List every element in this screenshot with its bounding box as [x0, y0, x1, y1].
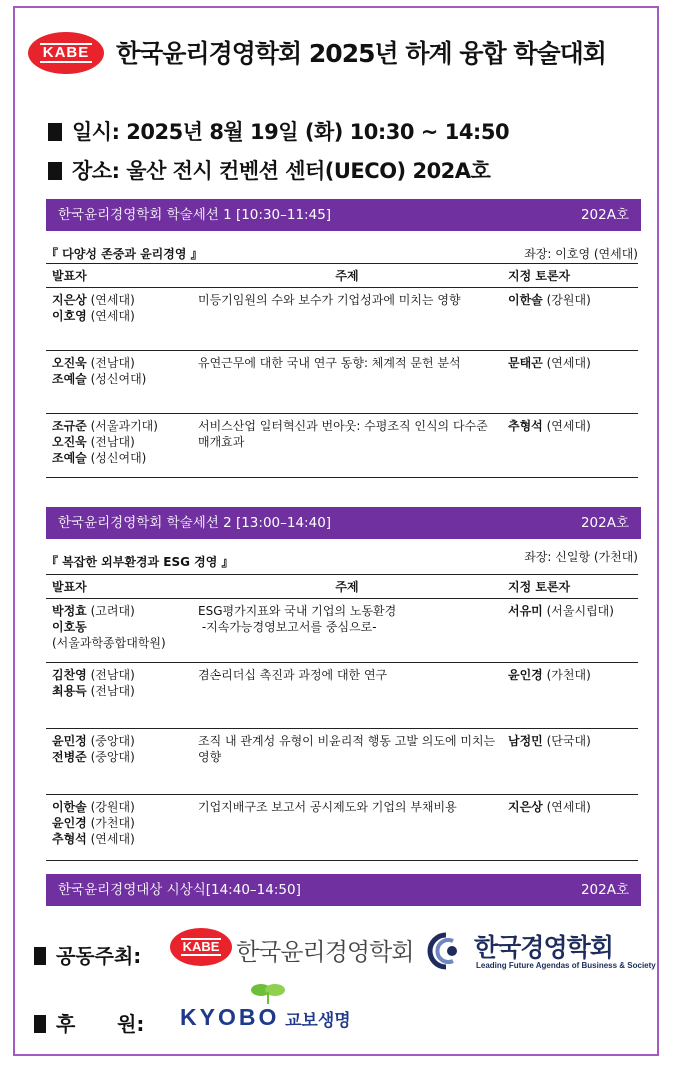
kabe-logo-small: KABE	[170, 928, 232, 966]
session1-title: 한국윤리경영학회 학술세션 1 [10:30–11:45]	[58, 207, 332, 223]
org2-name: 한국경영학회	[474, 933, 613, 962]
presenters-cell	[46, 663, 192, 729]
kyobo-korean-name: 교보생명	[285, 1011, 351, 1031]
topic-cell: 조직 내 관계성 유형이 비윤리적 행동 고발 의도에 미치는 영향	[192, 729, 502, 795]
presenter-name: 추형석	[52, 832, 87, 846]
discussant-aff: (서울시립대)	[546, 604, 614, 618]
org2-tagline: Leading Future Agendas of Business & Society	[476, 961, 656, 970]
table-row	[46, 729, 638, 795]
session1-table	[46, 263, 638, 478]
presenter-name: 최용득	[52, 684, 87, 698]
presenter-name: 지은상	[52, 293, 87, 307]
presenter-name: 윤민정	[52, 734, 87, 748]
presenter-aff: (연세대)	[90, 293, 135, 307]
presenter-name: 이호영	[52, 309, 87, 323]
topic-cell	[192, 599, 502, 663]
discussant-cell	[502, 414, 638, 478]
header	[26, 28, 656, 76]
kma-logo-icon	[426, 932, 466, 970]
presenter-aff: (전남대)	[90, 684, 135, 698]
col-discussant: 지정 토론자	[502, 264, 638, 288]
date-line	[48, 116, 509, 146]
presenter-aff: (서울과기대)	[90, 419, 158, 433]
session1-subtitle: 『 다양성 존중과 윤리경영 』	[46, 247, 203, 261]
presenter-aff: (서울과학종합대학원)	[52, 636, 166, 650]
topic-line: ESG평가지표와 국내 기업의 노동환경	[198, 604, 397, 618]
discussant-name: 이한솔	[508, 293, 543, 307]
presenter-aff: (전남대)	[90, 435, 135, 449]
presenter-aff: (성신여대)	[90, 451, 147, 465]
session2-title: 한국윤리경영학회 학술세션 2 [13:00–14:40]	[58, 515, 332, 531]
kabe-logo: KABE	[28, 32, 104, 74]
table-header-row	[46, 575, 638, 599]
table-row	[46, 351, 638, 414]
discussant-cell	[502, 351, 638, 414]
table-row	[46, 795, 638, 861]
presenter-name: 김찬영	[52, 668, 87, 682]
table-row	[46, 599, 638, 663]
discussant-cell	[502, 729, 638, 795]
session2-table	[46, 574, 638, 861]
discussant-name: 지은상	[508, 800, 543, 814]
table-header-row	[46, 264, 638, 288]
presenter-name: 오진욱	[52, 356, 87, 370]
presenter-aff: (연세대)	[90, 309, 135, 323]
discussant-cell	[502, 795, 638, 861]
award-bar	[46, 874, 641, 906]
venue-text: 장소: 울산 전시 컨벤션 센터(UECO) 202A호	[72, 159, 491, 183]
presenter-name: 조규준	[52, 419, 87, 433]
presenter-aff: (성신여대)	[90, 372, 147, 386]
discussant-name: 서유미	[508, 604, 543, 618]
table-row	[46, 288, 638, 351]
session1-bar	[46, 199, 641, 231]
presenter-aff: (가천대)	[90, 816, 135, 830]
presenter-name: 박정효	[52, 604, 87, 618]
presenters-cell	[46, 599, 192, 663]
presenter-aff: (고려대)	[90, 604, 135, 618]
presenter-name: 이한솔	[52, 800, 87, 814]
presenter-aff: (연세대)	[90, 832, 135, 846]
square-bullet-icon	[34, 1015, 46, 1033]
col-topic: 주제	[192, 575, 502, 599]
presenter-name: 조예슬	[52, 451, 87, 465]
square-bullet-icon	[48, 123, 62, 141]
discussant-aff: (단국대)	[546, 734, 591, 748]
session1-chair: 좌장: 이호영 (연세대)	[524, 247, 638, 261]
award-title: 한국윤리경영대상 시상식[14:40–14:50]	[58, 882, 301, 898]
topic-cell: 서비스산업 일터혁신과 번아웃: 수평조직 인식의 다수준 매개효과	[192, 414, 502, 478]
org1-name: 한국윤리경영학회	[236, 938, 414, 966]
venue-line	[48, 155, 490, 185]
discussant-cell	[502, 288, 638, 351]
discussant-name: 문태곤	[508, 356, 543, 370]
presenter-name: 오진욱	[52, 435, 87, 449]
table-row	[46, 414, 638, 478]
cohost-label: 공동주최:	[34, 940, 141, 969]
square-bullet-icon	[34, 947, 46, 965]
topic-cell: 기업지배구조 보고서 공시제도와 기업의 부채비용	[192, 795, 502, 861]
presenter-aff: (중앙대)	[90, 734, 135, 748]
discussant-cell	[502, 599, 638, 663]
square-bullet-icon	[48, 162, 62, 180]
session2-subtitle: 『 복잡한 외부환경과 ESG 경영 』	[46, 555, 234, 569]
discussant-aff: (연세대)	[546, 356, 591, 370]
topic-cell: 미등기임원의 수와 보수가 기업성과에 미치는 영향	[192, 288, 502, 351]
col-presenter: 발표자	[46, 264, 192, 288]
kyobo-logo-text: KYOBO	[180, 1004, 280, 1030]
presenter-name: 전병준	[52, 750, 87, 764]
kyobo-leaf-icon	[248, 982, 288, 1006]
presenters-cell	[46, 795, 192, 861]
presenter-aff: (전남대)	[90, 356, 135, 370]
discussant-aff: (강원대)	[546, 293, 591, 307]
discussant-aff: (연세대)	[546, 419, 591, 433]
presenter-name: 조예슬	[52, 372, 87, 386]
col-topic: 주제	[192, 264, 502, 288]
presenters-cell	[46, 351, 192, 414]
sponsor-label: 후 원:	[34, 1008, 144, 1037]
discussant-name: 남정민	[508, 734, 543, 748]
award-room: 202A호	[580, 882, 629, 898]
date-text: 일시: 2025년 8월 19일 (화) 10:30 ~ 14:50	[72, 120, 510, 144]
presenters-cell	[46, 288, 192, 351]
discussant-aff: (연세대)	[546, 800, 591, 814]
session2-chair: 좌장: 신일항 (가천대)	[524, 550, 638, 564]
session1-room: 202A호	[580, 207, 629, 223]
discussant-name: 윤인경	[508, 668, 543, 682]
session2-bar	[46, 507, 641, 539]
topic-subline: -지속가능경영보고서를 중심으로-	[198, 620, 377, 634]
presenter-aff: (중앙대)	[90, 750, 135, 764]
presenter-name: 이호동	[52, 620, 87, 634]
col-presenter: 발표자	[46, 575, 192, 599]
table-row	[46, 663, 638, 729]
discussant-cell	[502, 663, 638, 729]
topic-cell: 겸손리더십 촉진과 과정에 대한 연구	[192, 663, 502, 729]
discussant-aff: (가천대)	[546, 668, 591, 682]
col-discussant: 지정 토론자	[502, 575, 638, 599]
discussant-name: 추형석	[508, 419, 543, 433]
presenter-aff: (전남대)	[90, 668, 135, 682]
session2-room: 202A호	[580, 515, 629, 531]
topic-cell: 유연근무에 대한 국내 연구 동향: 체계적 문헌 분석	[192, 351, 502, 414]
presenters-cell	[46, 729, 192, 795]
page-title: 한국윤리경영학회 2025년 하계 융합 학술대회	[116, 39, 606, 68]
presenter-aff: (강원대)	[90, 800, 135, 814]
presenters-cell	[46, 414, 192, 478]
presenter-name: 윤인경	[52, 816, 87, 830]
